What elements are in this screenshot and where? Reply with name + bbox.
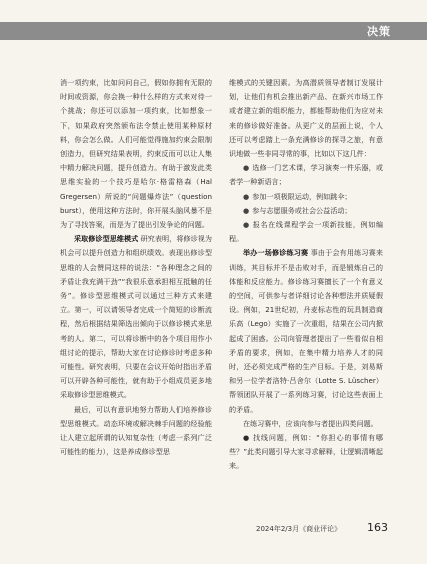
- list-item: ● 参加一项极限运动，例如跳伞；: [243, 191, 352, 201]
- footer: [0, 520, 427, 540]
- list-item: ● 报名在线课程学会一项新技能，例如编程。: [229, 220, 383, 244]
- paragraph: [60, 232, 212, 402]
- section-label: 决策: [367, 25, 391, 38]
- paragraph: 消一项约束，比如问问自己，假如你拥有无限的时间或资源，你会换一种什么样的方式来对待一个挑战；你还可以添加一项约束，比如想象一下，如果政府突然颁布法令禁止使用某种原材料，你会怎么做。人们可能觉得施加约束会限制创造力，但研究结果表明，约束反而可以让人集中精力解决问题，提升创造力。有助于激发此类思维实验的一个技巧是哈尔·格雷格森（Hal Gregersen）所说的“问题爆炸法”（question burst），使用这种方法时，你开展头脑风暴不是为了寻找答案，而是为了提出引发争论的问题。: [60, 78, 212, 230]
- subheading: 采取修诊型思维模式: [74, 234, 139, 244]
- page-number: 163: [367, 521, 388, 534]
- paragraph: [229, 246, 383, 416]
- paragraph: 维模式的关键因素。为高潜质领导者制订发展计划，让他们有机会推出新产品、在新兴市场工作或者建立新的组织能力，都能帮助他们为应对未来的修诊做好准备。从更广义的层面上说，个人还可以考虑踏上一条充满修诊的探寻之旅，有意识地做一些非同寻常的事，比如以下这几件：: [229, 78, 383, 159]
- bullet-icon: ●: [243, 205, 250, 215]
- list-item: ● 选修一门艺术课，学习演奏一件乐器，或者学一种新语言；: [229, 163, 383, 187]
- right-column: [229, 76, 383, 474]
- paragraph: 最后，可以有意识地努力帮助人们培养修诊型思维模式。动态环境或解决棘手问题的经验能让人建立起所谓的认知复杂性（考虑一系列广泛可能性的能力），这是养成修诊型思: [60, 404, 212, 457]
- bullet-icon: ●: [243, 191, 250, 201]
- bullet-icon: ●: [243, 163, 250, 173]
- subheading: 举办一场修诊练习赛: [243, 248, 309, 258]
- header-bar: [0, 22, 427, 40]
- paragraph-body: 事由于会有用练习赛来训练，其目标并不是击败对手，而是锻炼自己的体能和反应能力。修诊练习赛擅长了一个有意义的空间，可供参与者详细讨论各种想法并质疑假设。例如，21世纪初，丹麦标志性的玩具制造商乐高（Lego）实施了一次重组，结果在公司内掀起成了困惑。公司向管理者提出了一些看似自相矛盾的要求，例如，在集中精力培养人才的同时，还必须完成严格的生产目标。于是，刘易斯和另一位学者洛特·吕舍尔（Lotte S. Lüscher）帮领团队开展了一系列练习赛，讨论这些表面上的矛盾。: [229, 248, 384, 414]
- paragraph: 在练习赛中，应该向参与者提出四类问题。: [243, 418, 378, 428]
- left-column: [60, 76, 212, 459]
- bullet-icon: ●: [243, 220, 250, 230]
- list-item: ● 参与志愿服务或社会公益活动；: [243, 205, 352, 215]
- paragraph: ● 找线问题，例如：“你担心的事情有哪些？”此类问题引导大家寻求解释，让逻辑清晰起来。: [229, 433, 383, 471]
- issue-label: 2024年2/3月《商业评论》: [256, 525, 342, 533]
- paragraph-body: 研究表明，将修诊视为机会可以提升创造力和组织绩效。表现出修诊型思维的人会赞同这样的说法：“各种理念之间的矛盾让我充满干劲”“我很乐意承担相互抵触的任务”。修诊型思维模式可以通过三种方式来建立。第一，可以请领导者完成一个简短的诊断流程，然后根据结果筛选出倾向于以修诊模式来思考的人。第二，可以将诊断中的各个项目用作小组讨论的提示，帮助大家在讨论修诊时考虑多种可能性。研究表明，只要在会议开始时指出矛盾可以开辟各种可能性，就有助于小组成员更多地采取修诊型思维模式。: [60, 234, 212, 400]
